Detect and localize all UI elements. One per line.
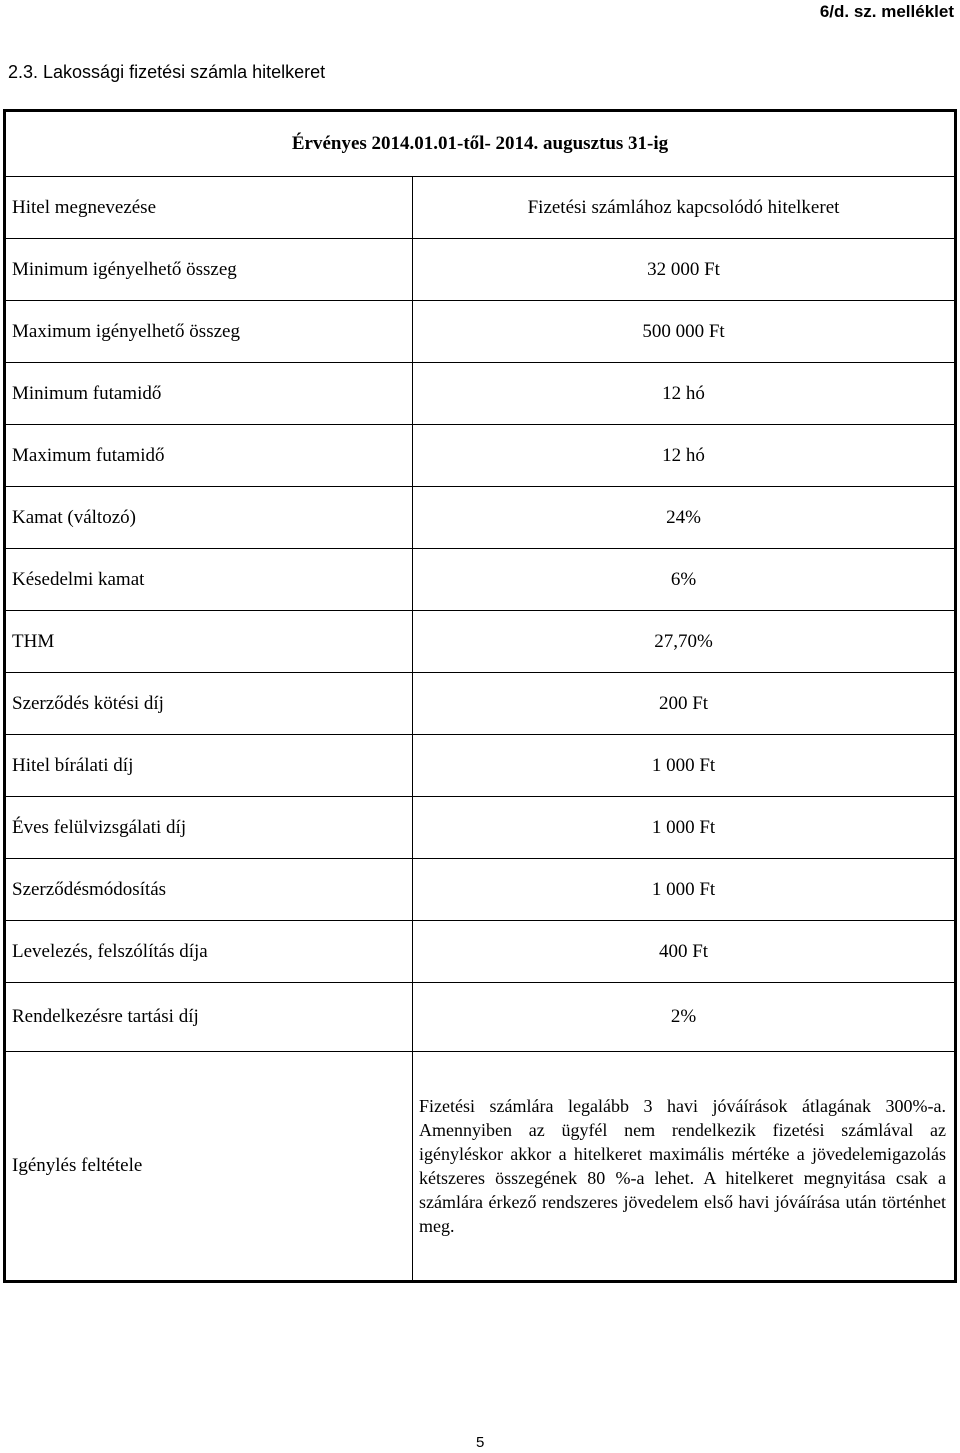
row-label: Szerződésmódosítás	[5, 859, 413, 921]
row-value: 32 000 Ft	[413, 239, 956, 301]
requirement-text: Fizetési számlára legalább 3 havi jóváírások átlagának 300%-a. Amennyiben az ügyfél nem rendelkezik fizetési számlával az igényléskor akkor a hitelkeret maximális mértéke a jövedelemigazolás kétszeres összegének 80 %-a lehet. A hitelkeret megnyitása csak a számlára érkező rendszeres jövedelem első havi jóváírása után történhet meg.	[413, 1052, 956, 1282]
row-label: THM	[5, 611, 413, 673]
row-value: 24%	[413, 487, 956, 549]
table-row	[5, 363, 956, 425]
row-value: 12 hó	[413, 363, 956, 425]
table-row	[5, 239, 956, 301]
table-row	[5, 487, 956, 549]
table-row	[5, 673, 956, 735]
credit-terms-table	[3, 109, 957, 1283]
table-row	[5, 301, 956, 363]
table-row	[5, 549, 956, 611]
section-title: 2.3. Lakossági fizetési számla hitelkeret	[8, 62, 326, 82]
row-value: 1 000 Ft	[413, 735, 956, 797]
table-row	[5, 983, 956, 1052]
row-label: Hitel bírálati díj	[5, 735, 413, 797]
row-value: 500 000 Ft	[413, 301, 956, 363]
table-row	[5, 425, 956, 487]
table-row	[5, 859, 956, 921]
row-value: 200 Ft	[413, 673, 956, 735]
row-label: Hitel megnevezése	[5, 177, 413, 239]
row-label: Kamat (változó)	[5, 487, 413, 549]
requirement-label: Igénylés feltétele	[5, 1052, 413, 1282]
row-label: Késedelmi kamat	[5, 549, 413, 611]
page-number: 5	[476, 1434, 485, 1451]
row-label: Maximum futamidő	[5, 425, 413, 487]
table-row	[5, 921, 956, 983]
row-label: Szerződés kötési díj	[5, 673, 413, 735]
row-value: 12 hó	[413, 425, 956, 487]
row-value: 27,70%	[413, 611, 956, 673]
row-label: Éves felülvizsgálati díj	[5, 797, 413, 859]
row-value: 6%	[413, 549, 956, 611]
table-row	[5, 735, 956, 797]
row-value: 2%	[413, 983, 956, 1052]
table-row	[5, 797, 956, 859]
row-label: Levelezés, felszólítás díja	[5, 921, 413, 983]
row-value: 400 Ft	[413, 921, 956, 983]
row-label: Rendelkezésre tartási díj	[5, 983, 413, 1052]
table-row	[5, 611, 956, 673]
validity-row	[5, 111, 956, 177]
row-value: Fizetési számlához kapcsolódó hitelkeret	[413, 177, 956, 239]
row-label: Maximum igényelhető összeg	[5, 301, 413, 363]
validity-cell: Érvényes 2014.01.01-től- 2014. augusztus 31-ig	[5, 111, 956, 177]
row-label: Minimum futamidő	[5, 363, 413, 425]
table-row	[5, 177, 956, 239]
row-label: Minimum igényelhető összeg	[5, 239, 413, 301]
row-value: 1 000 Ft	[413, 797, 956, 859]
annex-label: 6/d. sz. melléklet	[819, 2, 954, 21]
requirement-row	[5, 1052, 956, 1282]
row-value: 1 000 Ft	[413, 859, 956, 921]
